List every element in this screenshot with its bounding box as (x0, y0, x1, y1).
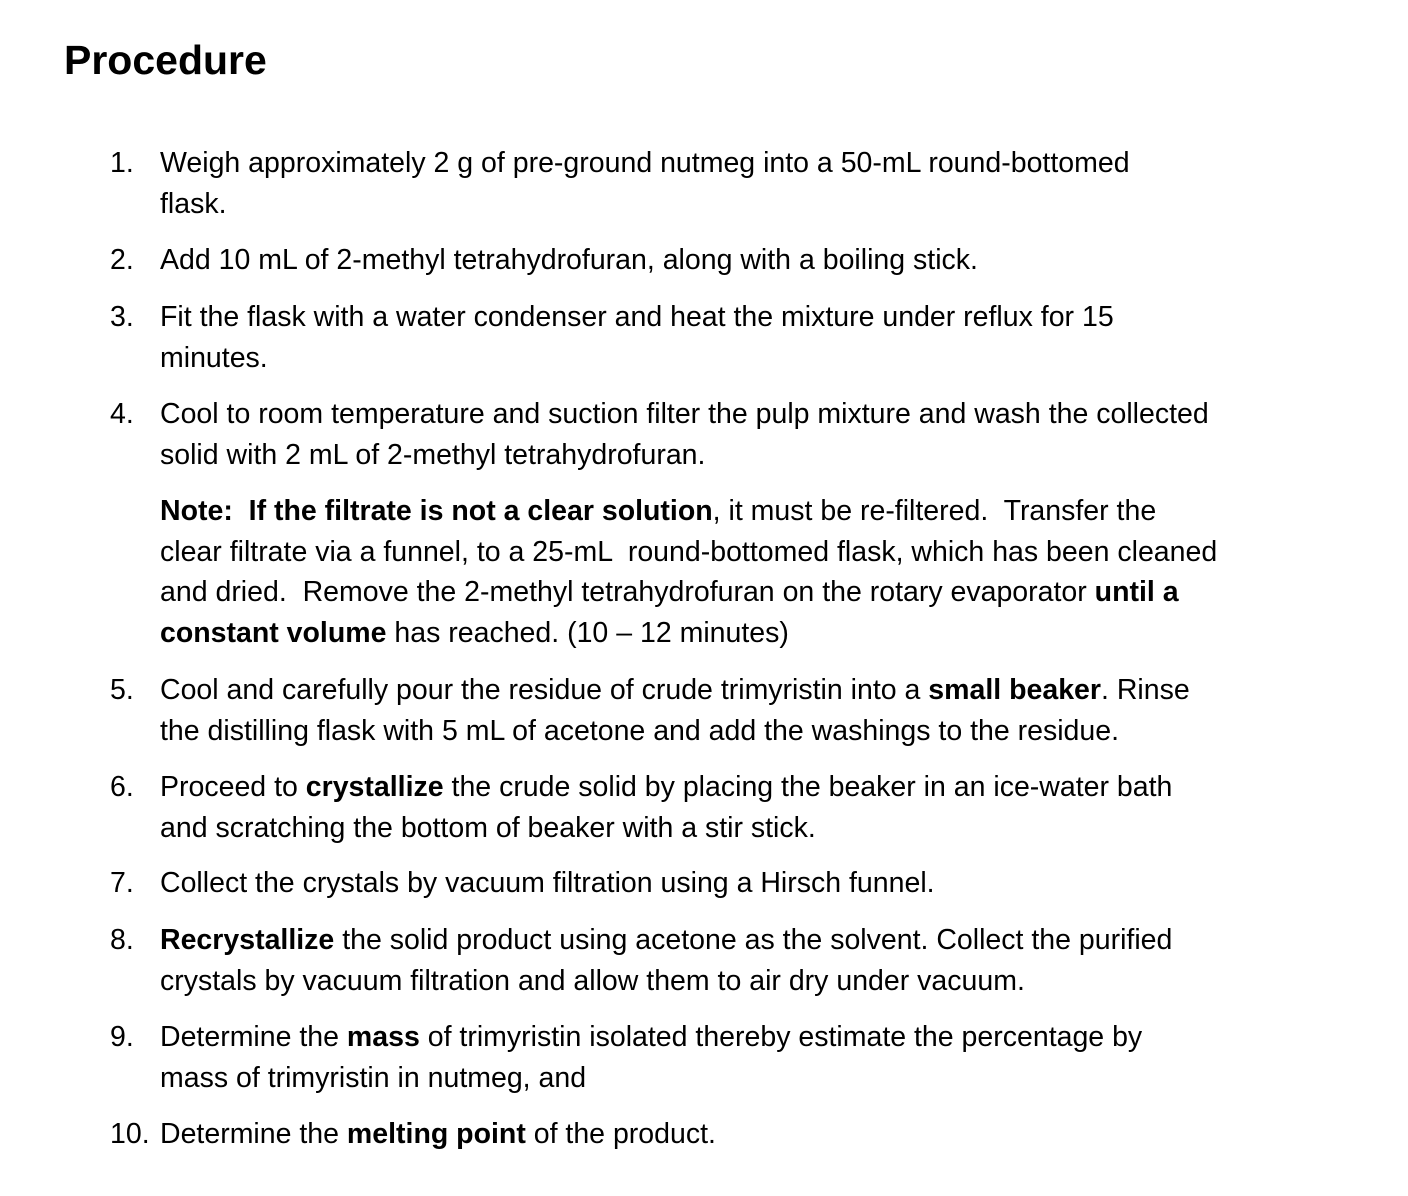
step-line-part: of trimyristin isolated thereby estimate the percentage by (419, 1021, 1143, 1053)
step-line: Collect the crystals by vacuum filtration using a Hirsch funnel. (160, 867, 935, 899)
step-number: 7. (110, 867, 134, 899)
note-bold-lead: If the filtrate is not a clear solution (248, 495, 713, 527)
note-text: and dried. Remove the 2-methyl tetrahydrofuran on the rotary evaporator (160, 576, 1095, 608)
step-text (160, 394, 1310, 475)
page-title: Procedure (64, 37, 267, 83)
step-line-part: Determine the (160, 1021, 347, 1053)
note-text: has reached. (10 – 12 minutes) (386, 616, 789, 649)
step-line: Add 10 mL of 2-methyl tetrahydrofuran, along with a boiling stick. (160, 244, 978, 276)
step-text (160, 143, 1310, 224)
step-bold-term: melting point (346, 1118, 526, 1150)
step-number: 1. (110, 147, 134, 179)
step-line-part: the solid product using acetone as the solvent. Collect the purified (334, 924, 1173, 956)
note-text: , it must be re-filtered. Transfer the (712, 495, 1157, 527)
note-bold: until a (1094, 576, 1179, 608)
step-line-part: . Rinse (1101, 674, 1190, 706)
step-bold-term: small beaker (928, 674, 1101, 706)
step-line: crystals by vacuum filtration and allow them to air dry under vacuum. (160, 964, 1025, 997)
step-line: solid with 2 mL of 2-methyl tetrahydrofuran. (160, 438, 706, 471)
step-line: Cool to room temperature and suction filter the pulp mixture and wash the collected (160, 398, 1209, 430)
step-number: 4. (110, 398, 134, 430)
step-line: the distilling flask with 5 mL of acetone and add the washings to the residue. (160, 714, 1120, 747)
step-number: 8. (110, 924, 134, 956)
step-text (160, 240, 1310, 281)
step-line: Fit the flask with a water condenser and heat the mixture under reflux for 15 (160, 301, 1114, 333)
step-number: 9. (110, 1021, 134, 1053)
step-line-part: Determine the (160, 1118, 347, 1150)
step-line-part: of the product. (525, 1118, 716, 1150)
step-bold-term: Recrystallize (160, 924, 335, 956)
step-text (160, 1017, 1310, 1098)
step-text (160, 920, 1310, 1001)
step-number: 3. (110, 301, 134, 333)
note-bold: constant volume (160, 616, 387, 649)
step-text (160, 297, 1310, 378)
step-text (160, 1114, 1310, 1155)
step-line-part: Cool and carefully pour the residue of crude trimyristin into a (160, 674, 929, 706)
step-bold-term: crystallize (305, 771, 444, 803)
step-number: 10. (110, 1118, 150, 1150)
step-line: and scratching the bottom of beaker with a stir stick. (160, 811, 816, 844)
step-bold-term: mass (346, 1021, 420, 1053)
step-line: Weigh approximately 2 g of pre-ground nutmeg into a 50-mL round-bottomed (160, 147, 1130, 179)
step-text (160, 863, 1310, 904)
step-number: 6. (110, 771, 134, 803)
step-line: mass of trimyristin in nutmeg, and (160, 1061, 587, 1094)
step-text (160, 670, 1310, 751)
step-line-part: the crude solid by placing the beaker in an ice-water bath (443, 771, 1173, 803)
step-number: 5. (110, 674, 134, 706)
step-number: 2. (110, 244, 134, 276)
step-line-part: Proceed to (160, 771, 306, 803)
step-text (160, 767, 1310, 848)
step-line: flask. (160, 187, 227, 220)
filtrate-note (160, 491, 1320, 653)
note-text: clear filtrate via a funnel, to a 25-mL round-bottomed flask, which has been cleaned (160, 535, 1218, 568)
note-label: Note: (160, 495, 249, 527)
step-line: minutes. (160, 341, 268, 374)
